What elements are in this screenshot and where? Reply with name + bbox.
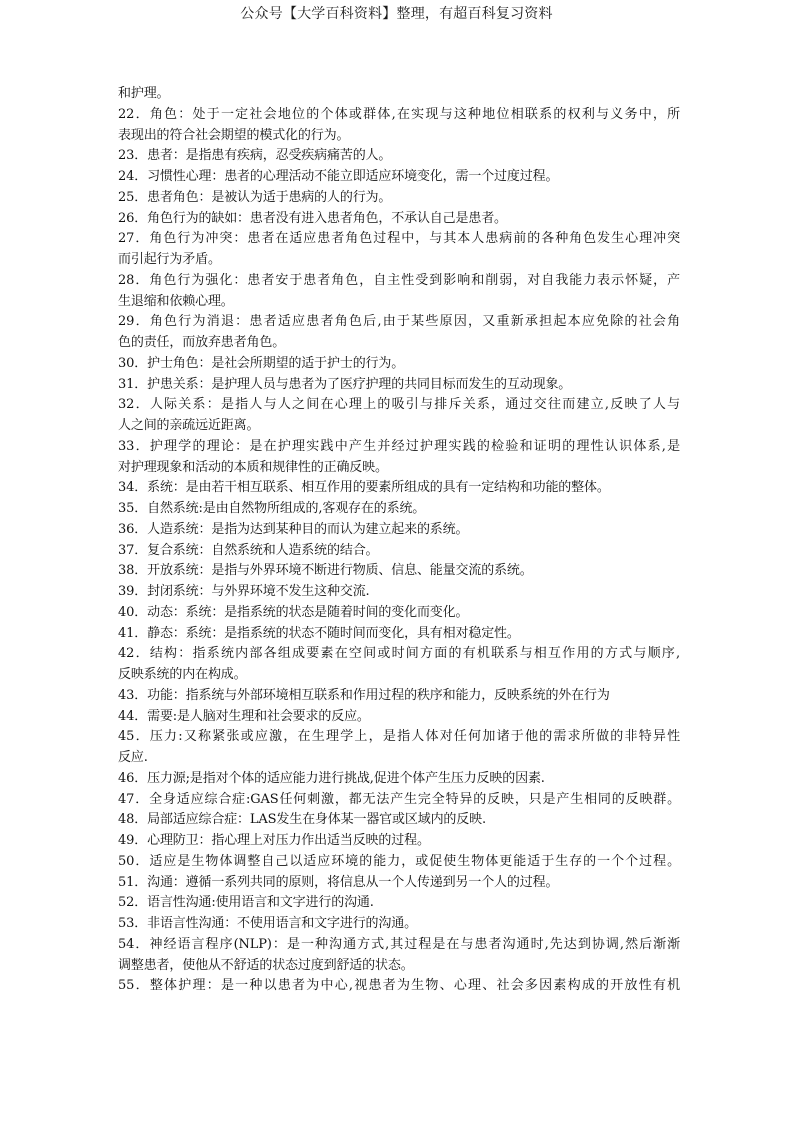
- text-line: 反应.: [118, 750, 148, 765]
- text-line: 39．封闭系统：与外界环境不发生这种交流.: [118, 584, 370, 599]
- text-line: 25．患者角色：是被认为适于患病的人的行为。: [118, 189, 392, 205]
- text-line: 色的责任，而放弃患者角色。: [118, 335, 286, 350]
- text-line: 43．功能：指系统与外部环境相互联系和作用过程的秩序和能力，反映系统的外在行为: [118, 687, 610, 703]
- text-line: 35．自然系统:是由自然物所组成的,客观存在的系统。: [118, 501, 426, 516]
- text-line: 47．全身适应综合症:GAS任何刺激，都无法产生完全特异的反映，只是产生相同的反映群。: [118, 791, 680, 807]
- text-line: 55．整体护理：是一种以患者为中心,视患者为生物、心理、社会多因素构成的开放性有机: [118, 978, 680, 994]
- text-line: 反映系统的内在构成。: [118, 667, 247, 682]
- text-line: 49．心理防卫：指心理上对压力作出适当反映的过程。: [118, 833, 430, 848]
- text-line: 46．压力源;是指对个体的适应能力进行挑战,促进个体产生压力反映的因素.: [118, 770, 545, 786]
- text-line: 33．护理学的理论：是在护理实践中产生并经过护理实践的检验和证明的理性认识体系,是: [118, 438, 680, 454]
- page-header: 公众号【大学百科资料】整理，有超百科复习资料: [240, 6, 553, 22]
- text-line: 38．开放系统：是指与外界环境不断进行物质、信息、能量交流的系统。: [118, 563, 533, 579]
- text-line: 37．复合系统：自然系统和人造系统的结合。: [118, 542, 379, 558]
- text-line: 人之间的亲疏远近距离。: [118, 418, 260, 433]
- document-body: [118, 84, 680, 997]
- text-line: 48．局部适应综合症：LAS发生在身体某一器官或区域内的反映.: [118, 812, 486, 828]
- text-line: 调整患者，使他从不舒适的状态过度到舒适的状态。: [118, 957, 414, 973]
- text-line: 28．角色行为强化：患者安于患者角色，自主性受到影响和削弱，对自我能力表示怀疑，产: [118, 272, 680, 288]
- text-line: 51．沟通：遵循一系列共同的原则，将信息从一个人传递到另一个人的过程。: [118, 874, 559, 890]
- text-line: 32．人际关系：是指人与人之间在心理上的吸引与排斥关系，通过交往而建立,反映了人与: [118, 397, 680, 413]
- text-line: 36．人造系统：是指为达到某种目的而认为建立起来的系统。: [118, 521, 469, 537]
- text-line: 23．患者：是指患有疾病，忍受疾病痛苦的人。: [118, 148, 392, 164]
- text-line: 45．压力:又称紧张或应激，在生理学上，是指人体对任何加诸于他的需求所做的非特异性: [118, 729, 680, 745]
- text-line: 54．神经语言程序(NLP)：是一种沟通方式,其过程是在与患者沟通时,先达到协调,然后渐渐: [118, 936, 680, 952]
- text-line: 26．角色行为的缺如：患者没有进入患者角色，不承认自己是患者。: [118, 210, 507, 226]
- text-line: 对护理现象和活动的本质和规律性的正确反映。: [118, 459, 388, 475]
- text-line: 53．非语言性沟通：不使用语言和文字进行的沟通。: [118, 916, 417, 931]
- text-line: 29．角色行为消退：患者适应患者角色后,由于某些原因，又重新承担起本应免除的社会角: [118, 314, 680, 330]
- text-line: 42．结构：指系统内部各组成要素在空间或时间方面的有机联系与相互作用的方式与顺序,: [118, 646, 680, 662]
- text-line: 30．护士角色：是社会所期望的适于护士的行为。: [118, 355, 405, 371]
- text-line: 生退缩和依赖心理。: [118, 293, 234, 309]
- text-line: 31．护患关系：是护理人员与患者为了医疗护理的共同目标而发生的互动现象。: [118, 376, 572, 392]
- text-line: 34．系统：是由若干相互联系、相互作用的要素所组成的具有一定结构和功能的整体。: [118, 480, 610, 496]
- text-line: 41．静态：系统：是指系统的状态不随时间而变化，具有相对稳定性。: [118, 625, 520, 641]
- text-line: 和护理。: [118, 86, 170, 101]
- text-line: 27．角色行为冲突：患者在适应患者角色过程中，与其本人患病前的各种角色发生心理冲突: [118, 231, 680, 247]
- text-line: 44．需要:是人脑对生理和社会要求的反应。: [118, 708, 370, 724]
- text-line: 而引起行为矛盾。: [118, 252, 221, 267]
- text-line: 表现出的符合社会期望的模式化的行为。: [118, 127, 350, 143]
- text-line: 40．动态：系统：是指系统的状态是随着时间的变化而变化。: [118, 604, 469, 620]
- text-line: 24．习惯性心理：患者的心理活动不能立即适应环境变化，需一个过度过程。: [118, 169, 559, 184]
- text-line: 52．语言性沟通:使用语言和文字进行的沟通.: [118, 895, 374, 911]
- text-line: 22．角色：处于一定社会地位的个体或群体,在实现与这种地位相联系的权利与义务中，所: [118, 106, 680, 122]
- text-line: 50．适应是生物体调整自己以适应环境的能力，或促使生物体更能适于生存的一个个过程。: [118, 853, 680, 869]
